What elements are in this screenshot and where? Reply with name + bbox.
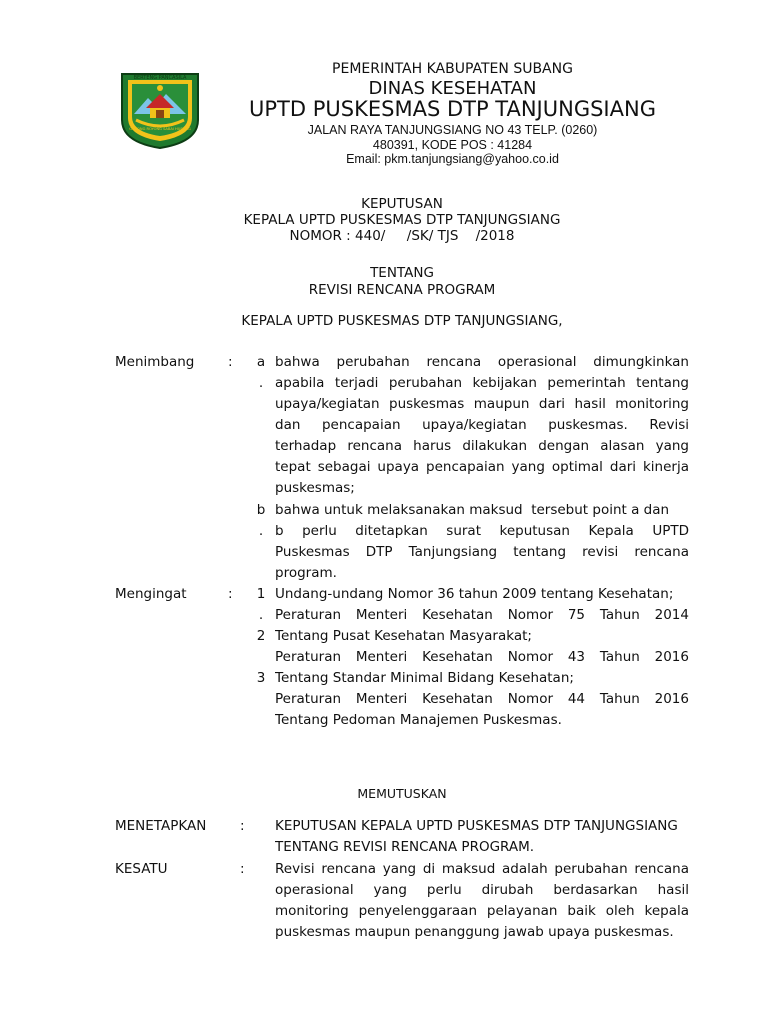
letterhead-government: PEMERINTAH KABUPATEN SUBANG: [332, 61, 573, 77]
text-line: terhadap rencana harus dilakukan dengan alasan yang: [275, 438, 689, 454]
menimbang-label: Menimbang: [115, 354, 195, 370]
mengingat-text: [275, 584, 689, 731]
decree-subject: REVISI RENCANA PROGRAM: [308, 282, 496, 298]
text-line: tepat sebagai upaya pencapaian yang optimal dari kinerja: [275, 459, 689, 475]
menimbang-b-text: [275, 500, 689, 584]
letterhead-institution: UPTD PUSKESMAS DTP TANJUNGSIANG: [249, 97, 656, 121]
menetapkan-label: MENETAPKAN: [115, 818, 207, 834]
letterhead-address-line1: JALAN RAYA TANJUNGSIANG NO 43 TELP. (0260): [307, 123, 598, 137]
menimbang-b-dot: .: [258, 523, 264, 539]
memutuskan-heading: MEMUTUSKAN: [357, 786, 447, 801]
text-line: KEPUTUSAN KEPALA UPTD PUSKESMAS DTP TANJUNGSIANG: [275, 818, 678, 834]
mengingat-3-marker: 3: [256, 670, 266, 686]
text-line: bahwa perubahan rencana operasional dimungkinkan: [275, 354, 689, 370]
menetapkan-text: [275, 816, 689, 858]
decree-issuer: KEPALA UPTD PUSKESMAS DTP TANJUNGSIANG: [243, 212, 561, 228]
menimbang-a-dot: .: [258, 375, 264, 391]
letterhead-email: Email: pkm.tanjungsiang@yahoo.co.id: [346, 152, 559, 166]
text-line: Tentang Standar Minimal Bidang Kesehatan;: [275, 670, 574, 686]
text-line: Peraturan Menteri Kesehatan Nomor 75 Tahun 2014: [275, 607, 689, 623]
decree-about-label: TENTANG: [370, 265, 434, 281]
regency-emblem-icon: [116, 68, 204, 150]
menimbang-a-marker: a: [256, 354, 266, 370]
menetapkan-colon: :: [240, 818, 245, 834]
mengingat-label: Mengingat: [115, 586, 187, 602]
text-line: Tentang Pusat Kesehatan Masyarakat;: [275, 628, 532, 644]
mengingat-1-marker: 1: [256, 586, 266, 602]
letterhead-agency: DINAS KESEHATAN: [368, 78, 537, 99]
text-line: monitoring penyelenggaraan pelayanan baik oleh kepala: [275, 903, 689, 919]
kesatu-label: KESATU: [115, 861, 168, 877]
text-line: dan pencapaian upaya/kegiatan puskesmas. Revisi: [275, 417, 689, 433]
letterhead-address-line2: 480391, KODE POS : 41284: [372, 138, 533, 152]
logo-text-top: BERTENG PANCASILA: [133, 75, 187, 81]
mengingat-1-dot: .: [258, 607, 264, 623]
text-line: Tentang Pedoman Manajemen Puskesmas.: [275, 712, 562, 728]
text-line: Puskesmas DTP Tanjungsiang tentang revisi rencana: [275, 544, 689, 560]
kesatu-text: [275, 859, 689, 943]
mengingat-2-marker: 2: [256, 628, 266, 644]
menimbang-b-marker: b: [256, 502, 266, 518]
text-line: operasional yang perlu dirubah berdasarkan hasil: [275, 882, 689, 898]
text-line: puskesmas;: [275, 480, 355, 496]
menimbang-a-text: [275, 352, 689, 499]
text-line: Peraturan Menteri Kesehatan Nomor 44 Tahun 2016: [275, 691, 689, 707]
kesatu-colon: :: [240, 861, 245, 877]
decree-authority: KEPALA UPTD PUSKESMAS DTP TANJUNGSIANG,: [241, 313, 563, 329]
menimbang-colon: :: [228, 354, 233, 370]
text-line: apabila terjadi perubahan kebijakan pemerintah tentang: [275, 375, 689, 391]
text-line: TENTANG REVISI RENCANA PROGRAM.: [275, 839, 535, 855]
text-line: upaya/kegiatan puskesmas maupun dari hasil monitoring: [275, 396, 689, 412]
text-line: bahwa untuk melaksanakan maksud tersebut point a dan: [275, 502, 670, 518]
decree-number: NOMOR : 440/ /SK/ TJS /2018: [289, 228, 515, 244]
logo-text-bottom: GOTONG ROYONG SABAI HUSUNG: [129, 127, 191, 131]
text-line: b perlu ditetapkan surat keputusan Kepala UPTD: [275, 523, 689, 539]
mengingat-colon: :: [228, 586, 233, 602]
decree-heading: KEPUTUSAN: [361, 196, 443, 212]
text-line: Undang-undang Nomor 36 tahun 2009 tentang Kesehatan;: [275, 586, 674, 602]
text-line: Peraturan Menteri Kesehatan Nomor 43 Tahun 2016: [275, 649, 689, 665]
text-line: program.: [275, 565, 337, 581]
text-line: puskesmas maupun penanggung jawab upaya puskesmas.: [275, 924, 674, 940]
text-line: Revisi rencana yang di maksud adalah perubahan rencana: [275, 861, 689, 877]
